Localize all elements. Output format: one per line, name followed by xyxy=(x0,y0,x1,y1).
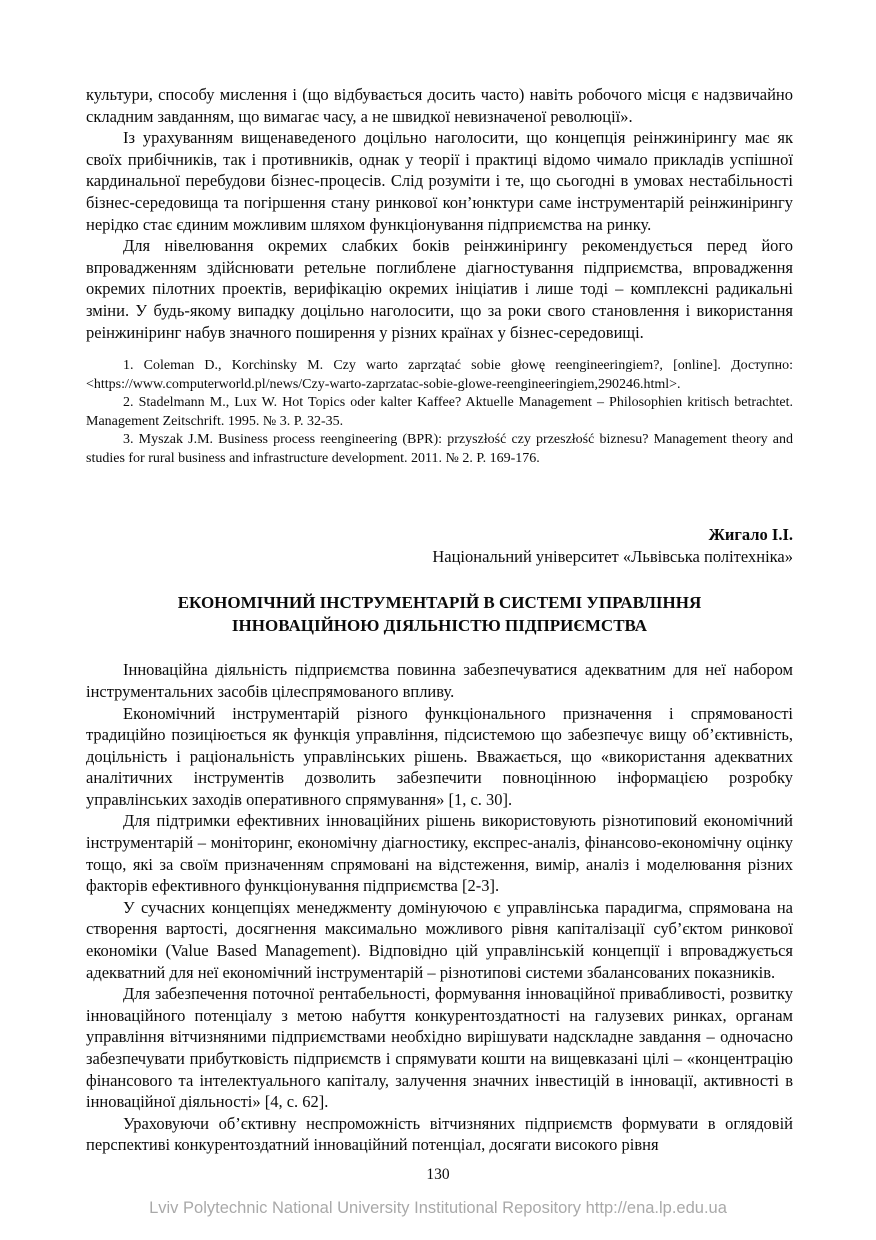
page-content xyxy=(86,84,793,1156)
article xyxy=(86,524,793,1156)
paragraph: Для підтримки ефективних інноваційних рішень використовують різнотиповий економічний інструментарій – моніторинг, економічну діагностику, експрес-аналіз, фінансово-економічну оцінку тощо, які за своїм призначенням спрямовані на відстеження, вимір, аналіз і моделювання різних факторів ефективного функціонування підприємства [2-3]. xyxy=(86,811,793,896)
reference-item: 3. Myszak J.M. Business process reengineering (BPR): przyszłość czy przeszłość biznesu? Management theory and studies for rural business and infrastructure development. 2011. № 2. P. 169-176. xyxy=(86,432,793,466)
paragraph: Із урахуванням вищенаведеного доцільно наголосити, що концепція реінжинірингу має як своїх прибічників, так і противників, однак у теорії і практиці відомо чимало прикладів успішної кардинальної перебудови бізнес-процесів. Слід розуміти і те, що сьогодні в умовах нестабільності бізнес-середовища та погіршення стану ринкової кон’юнктури саме інструментарій реінжинірингу нерідко стає єдиним можливим шляхом функціонування підприємства на ринку. xyxy=(86,128,793,234)
author-name: Жигало І.І. xyxy=(708,525,793,545)
author-block xyxy=(86,524,793,567)
paragraph: культури, способу мислення і (що відбувається досить часто) навіть робочого місця є надзвичайно складним завданням, що вимагає часу, а не швидкої невизначеної революції». xyxy=(86,85,793,126)
article-title-line: ЕКОНОМІЧНИЙ ІНСТРУМЕНТАРІЙ В СИСТЕМІ УПРАВЛІННЯ xyxy=(177,593,702,613)
paragraph: У сучасних концепціях менеджменту домінуючою є управлінська парадигма, спрямована на створення вартості, досягнення максимально можливого рівня капіталізації суб’єктом ринкової економіки (Value Based Management). Відповідно цій управлінській концепції і впроваджується адекватний для неї економічний інструментарій – різнотипові системи збалансованих показників. xyxy=(86,897,793,982)
reference-item: 2. Stadelmann M., Lux W. Hot Topics oder kalter Kaffee? Aktuelle Management – Philosophien kritisch betrachtet. Management Zeitschrift. 1995. № 3. P. 32-35. xyxy=(86,395,793,429)
repository-footer: Lviv Polytechnic National University Institutional Repository http://ena.lp.edu.ua xyxy=(149,1199,727,1217)
author-affiliation: Національний університет «Львівська політехніка» xyxy=(432,546,793,566)
reference-list xyxy=(86,357,793,468)
reference-item: 1. Coleman D., Korchinsky M. Czy warto zaprzątać sobie głowę reengineeringiem?, [online]. Доступно: <https://www.computerworld.pl/news/Czy-warto-zaprzatac-sobie-glowe-reengineeringiem,290246.html>. xyxy=(86,358,793,392)
previous-article-body xyxy=(86,84,793,468)
paragraph: Інноваційна діяльність підприємства повинна забезпечуватися адекватним для неї набором інструментальних засобів цілеспрямованого впливу. xyxy=(86,660,793,701)
paragraph: Економічний інструментарій різного функціонального призначення і спрямованості традиційно позиціюється як функція управління, підсистемою що забезпечує вищу об’єктивність, доцільність і раціональність управлінських рішень. Вважається, що «використання адекватних аналітичних інструментів дозволить забезпечити повноцінною інформацією розробку управлінських заходів оперативного спрямування» [1, с. 30]. xyxy=(86,703,793,809)
paragraph: Для нівелювання окремих слабких боків реінжинірингу рекомендується перед його впровадженням здійснювати ретельне поглиблене діагностування підприємства, впровадження окремих пілотних проектів, верифікацію окремих ініціатив і лише тоді – комплексні радикальні зміни. У будь-якому випадку доцільно наголосити, що за роки свого становлення і використання реінжиніринг набув значного поширення у різних країнах у бізнес-середовищі. xyxy=(86,236,793,342)
article-title xyxy=(86,591,793,637)
article-title-line: ІННОВАЦІЙНОЮ ДІЯЛЬНІСТЮ ПІДПРИЄМСТВА xyxy=(231,616,648,636)
paragraph: Для забезпечення поточної рентабельності, формування інноваційної привабливості, розвитку інноваційного потенціалу з метою набуття конкурентоздатності на галузевих ринках, органам управління вітчизняними підприємствами необхідно вирішувати надскладне завдання – одночасно забезпечувати прибутковість підприємств і спрямувати кошти на вищевказані цілі – «концентрацію фінансового та інтелектуального капіталу, залучення значних інвестицій в інновації, активності в інноваційної діяльності» [4, с. 62]. xyxy=(86,984,793,1112)
page-number: 130 xyxy=(426,1166,450,1183)
paragraph: Ураховуючи об’єктивну неспроможність вітчизняних підприємств формувати в оглядовій перспективі конкурентоздатний інноваційний потенціал, досягати високого рівня xyxy=(86,1113,793,1155)
